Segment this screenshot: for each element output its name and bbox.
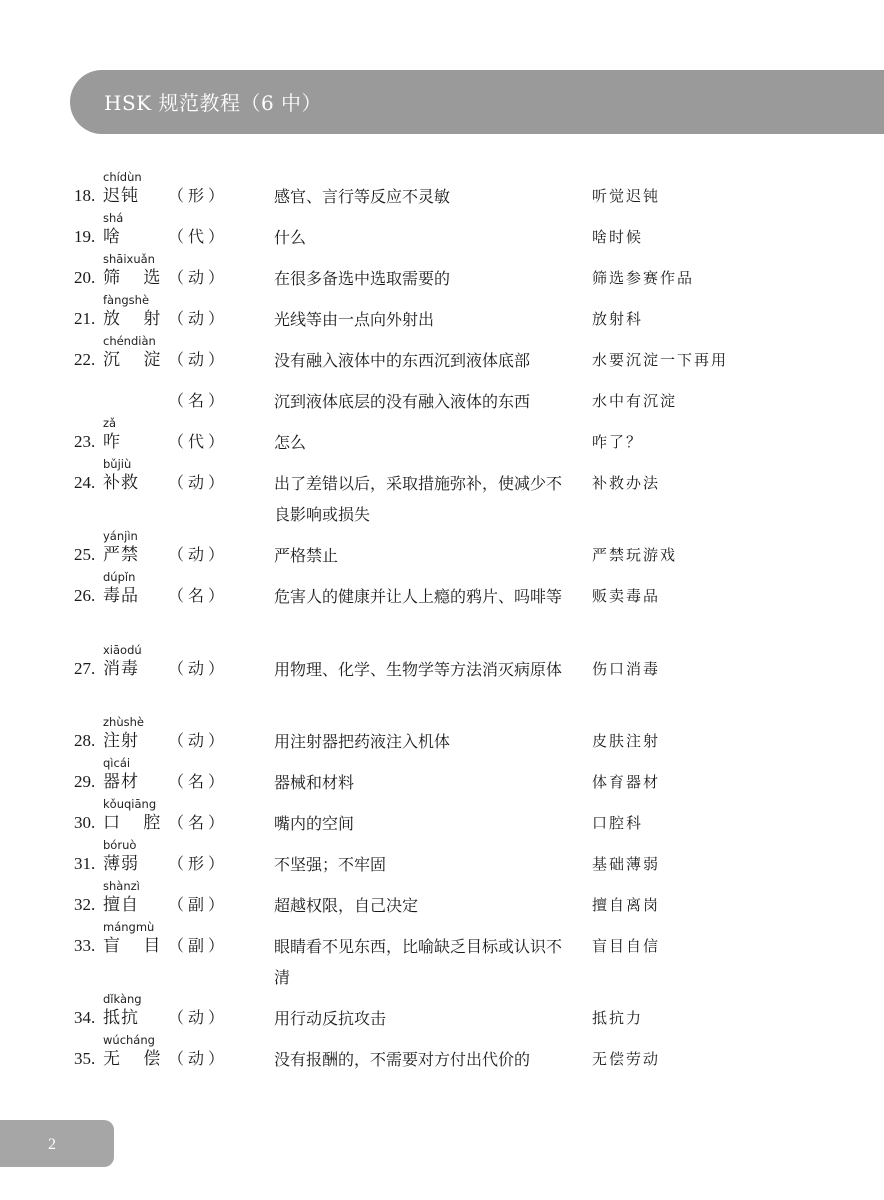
entry-definition: 没有报酬的，不需要对方付出代价的 — [274, 1050, 531, 1069]
entry-definition: 用物理、化学、生物学等方法消灭病原体 — [274, 660, 563, 679]
entry-part-of-speech: （名） — [168, 391, 229, 410]
entry-example: 体育器材 — [592, 773, 661, 791]
entry-part-of-speech: （名） — [168, 772, 229, 791]
entry-word: 毒品 — [103, 586, 139, 606]
entry-pinyin: qìcái — [103, 756, 131, 770]
entry-pinyin: dúpǐn — [103, 570, 136, 584]
entry-example: 水要沉淀一下再用 — [592, 351, 729, 369]
entry-part-of-speech: （形） — [168, 186, 229, 205]
entry-number: 30. — [74, 813, 96, 832]
entry-part-of-speech: （动） — [168, 473, 229, 492]
entry-definition: 没有融入液体中的东西沉到液体底部 — [274, 351, 531, 370]
entry-example: 盲目自信 — [592, 937, 661, 955]
entry-definition: 用注射器把药液注入机体 — [274, 732, 451, 751]
entry-word: 薄弱 — [103, 854, 139, 874]
entry-word: 盲 目 — [103, 936, 170, 956]
entry-definition: 感官、言行等反应不灵敏 — [274, 187, 451, 206]
entry-number: 28. — [74, 731, 96, 750]
entry-number: 32. — [74, 895, 96, 914]
entry-number: 34. — [74, 1008, 96, 1027]
entry-example: 抵抗力 — [592, 1009, 644, 1027]
entry-number: 33. — [74, 936, 96, 955]
entry-number: 22. — [74, 350, 96, 369]
entry-pinyin: mángmù — [103, 920, 155, 934]
entry-word: 沉 淀 — [103, 350, 170, 370]
entry-definition: 光线等由一点向外射出 — [274, 310, 435, 329]
entry-pinyin: wúcháng — [103, 1033, 155, 1047]
page-number-tab — [0, 1120, 114, 1167]
page-number: 2 — [48, 1136, 56, 1153]
entry-pinyin: shànzì — [103, 879, 140, 893]
entry-part-of-speech: （动） — [168, 1008, 229, 1027]
entry-number: 24. — [74, 473, 96, 492]
entry-word: 啥 — [103, 227, 121, 247]
entry-pinyin: zǎ — [103, 416, 117, 430]
entry-pinyin: bǔjiù — [103, 457, 132, 471]
entry-example: 听觉迟钝 — [592, 187, 661, 205]
entry-pinyin: chéndiàn — [103, 334, 156, 348]
entry-part-of-speech: （动） — [168, 1049, 229, 1068]
entry-pinyin: fàngshè — [103, 293, 150, 307]
entry-part-of-speech: （名） — [168, 586, 229, 605]
entry-definition: 不坚强；不牢固 — [274, 855, 387, 874]
entry-part-of-speech: （动） — [168, 731, 229, 750]
entry-pinyin: kǒuqiāng — [103, 797, 157, 811]
entry-part-of-speech: （动） — [168, 350, 229, 369]
entry-word: 放 射 — [103, 309, 170, 329]
entry-word: 口 腔 — [103, 813, 170, 833]
entry-number: 23. — [74, 432, 96, 451]
entry-word: 咋 — [103, 432, 121, 452]
entry-part-of-speech: （代） — [168, 432, 229, 451]
entry-definition: 危害人的健康并让人上瘾的鸦片、吗啡等 — [274, 587, 563, 606]
entry-definition: 在很多备选中选取需要的 — [274, 269, 451, 288]
entry-pinyin: shāixuǎn — [103, 252, 155, 266]
entry-definition: 用行动反抗攻击 — [274, 1009, 387, 1028]
entry-definition: 器械和材料 — [274, 773, 355, 792]
entry-pinyin: bóruò — [103, 838, 137, 852]
entry-part-of-speech: （副） — [168, 895, 229, 914]
entry-example: 补救办法 — [592, 474, 661, 492]
entry-word: 严禁 — [103, 545, 139, 565]
book-title: HSK 规范教程（6 中） — [104, 91, 323, 115]
entry-number: 25. — [74, 545, 96, 564]
entry-number: 21. — [74, 309, 96, 328]
entry-part-of-speech: （动） — [168, 545, 229, 564]
entry-example: 严禁玩游戏 — [592, 546, 678, 564]
entry-part-of-speech: （名） — [168, 813, 229, 832]
entry-pinyin: yánjìn — [103, 529, 138, 543]
entry-pinyin: xiāodú — [103, 643, 142, 657]
entry-number: 26. — [74, 586, 96, 605]
entry-example: 伤口消毒 — [592, 660, 661, 678]
entry-example: 基础薄弱 — [592, 855, 661, 873]
entry-definition: 眼睛看不见东西，比喻缺乏目标或认识不清 — [274, 937, 563, 987]
entry-number: 35. — [74, 1049, 96, 1068]
entry-definition: 嘴内的空间 — [274, 814, 355, 833]
entry-number: 20. — [74, 268, 96, 287]
entry-word: 器材 — [103, 772, 139, 792]
entry-word: 筛 选 — [103, 268, 170, 288]
entry-pinyin: zhùshè — [103, 715, 144, 729]
entry-word: 补救 — [103, 473, 139, 493]
entry-word: 抵抗 — [103, 1008, 139, 1028]
entry-part-of-speech: （代） — [168, 227, 229, 246]
entry-definition: 超越权限，自己决定 — [274, 896, 419, 915]
entry-example: 咋了？ — [592, 433, 644, 451]
entry-number: 29. — [74, 772, 96, 791]
entry-number: 27. — [74, 659, 96, 678]
entry-word: 消毒 — [103, 659, 139, 679]
entry-example: 无偿劳动 — [592, 1050, 661, 1068]
entry-word: 注射 — [103, 731, 139, 751]
entry-definition: 沉到液体底层的没有融入液体的东西 — [274, 392, 531, 411]
entry-example: 贩卖毒品 — [592, 587, 661, 605]
entry-example: 擅自离岗 — [592, 896, 661, 914]
entry-word: 擅自 — [103, 895, 139, 915]
entry-definition: 什么 — [274, 228, 307, 247]
entry-word: 迟钝 — [103, 186, 139, 206]
entry-part-of-speech: （动） — [168, 309, 229, 328]
entry-definition: 严格禁止 — [274, 546, 339, 565]
entry-example: 筛选参赛作品 — [592, 269, 695, 287]
entry-definition: 出了差错以后，采取措施弥补，使减少不良影响或损失 — [274, 474, 563, 524]
entry-example: 放射科 — [592, 310, 644, 328]
entry-example: 啥时候 — [592, 228, 644, 246]
entry-pinyin: dǐkàng — [103, 992, 142, 1006]
entry-number: 19. — [74, 227, 96, 246]
entry-pinyin: chídùn — [103, 170, 142, 184]
entry-number: 31. — [74, 854, 96, 873]
entry-example: 皮肤注射 — [592, 732, 661, 750]
entry-pinyin: shá — [103, 211, 124, 225]
entry-word: 无 偿 — [103, 1049, 170, 1069]
entry-definition: 怎么 — [274, 433, 307, 452]
entry-part-of-speech: （动） — [168, 268, 229, 287]
entry-part-of-speech: （动） — [168, 659, 229, 678]
entry-example: 水中有沉淀 — [592, 392, 678, 410]
entry-part-of-speech: （副） — [168, 936, 229, 955]
entry-part-of-speech: （形） — [168, 854, 229, 873]
entry-example: 口腔科 — [592, 814, 644, 832]
entry-number: 18. — [74, 186, 96, 205]
